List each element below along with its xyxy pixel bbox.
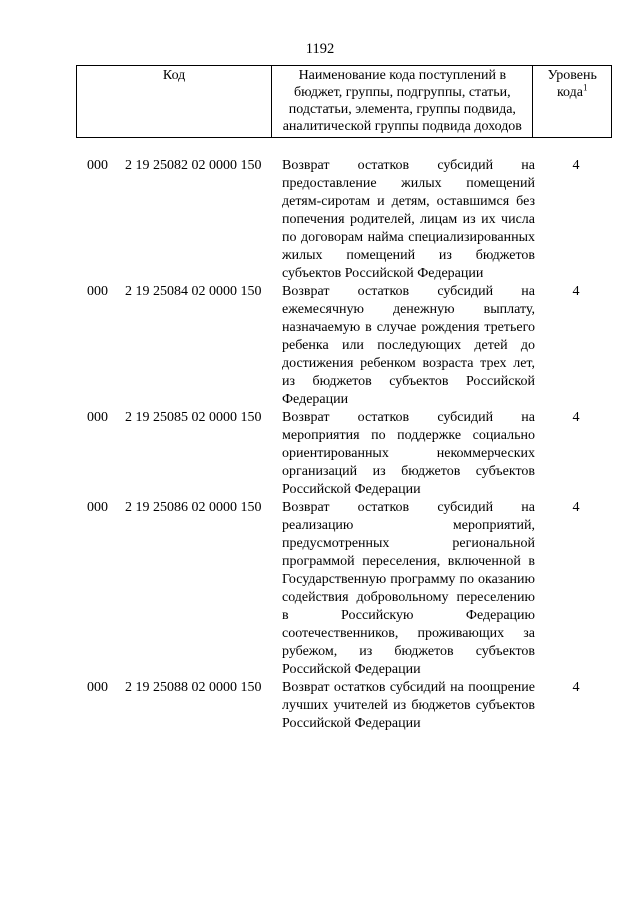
row-description: Возврат остатков субсидий на мероприятия по поддержке социально ориентированных некоммерческих организаций из бюджетов субъектов Российской Федерации	[282, 410, 535, 497]
table-body	[0, 157, 640, 733]
table-header-row	[77, 66, 612, 138]
table-row	[0, 283, 640, 409]
row-code: 2 19 25085 02 0000 150	[125, 410, 262, 425]
row-code: 2 19 25088 02 0000 150	[125, 680, 262, 695]
row-code: 2 19 25086 02 0000 150	[125, 500, 262, 515]
row-description: Возврат остатков субсидий на ежемесячную денежную выплату, назначаемую в случае рождения третьего ребенка или последующих детей до достижения ребенком возраста трех лет, из бюджетов субъектов Российской Федерации	[282, 284, 535, 407]
footnote-marker: 1	[582, 82, 588, 93]
table-row	[0, 679, 640, 733]
row-group-code: 000	[87, 284, 108, 299]
row-level: 4	[572, 500, 580, 515]
row-level: 4	[572, 284, 580, 299]
header-level	[533, 66, 612, 138]
row-level: 4	[572, 680, 580, 695]
row-description: Возврат остатков субсидий на поощрение лучших учителей из бюджетов субъектов Российской Федерации	[282, 680, 535, 731]
page-number: 1192	[305, 41, 335, 57]
header-level-label: Уровень кода	[547, 68, 597, 100]
header-code: Код	[77, 66, 272, 138]
row-description: Возврат остатков субсидий на предоставление жилых помещений детям-сиротам и детям, оставшимся без попечения родителей, лицам из их числа по договорам найма специализированных жилых помещений из бюджетов субъектов Российской Федерации	[282, 158, 535, 281]
row-group-code: 000	[87, 680, 108, 695]
row-group-code: 000	[87, 158, 108, 173]
table-row	[0, 409, 640, 499]
table-row	[0, 499, 640, 679]
table-row	[0, 157, 640, 283]
row-code: 2 19 25084 02 0000 150	[125, 284, 262, 299]
row-level: 4	[572, 410, 580, 425]
table-header	[76, 65, 612, 138]
row-code: 2 19 25082 02 0000 150	[125, 158, 262, 173]
header-name: Наименование кода поступлений в бюджет, группы, подгруппы, статьи, подстатьи, элемента, группы подвида, аналитической группы подвида доходов	[272, 66, 533, 138]
row-level: 4	[572, 158, 580, 173]
row-group-code: 000	[87, 500, 108, 515]
row-description: Возврат остатков субсидий на реализацию мероприятий, предусмотренных региональной программой переселения, включенной в Государственную программу по оказанию содействия добровольному переселению в Российскую Федерацию соотечественников, проживающих за рубежом, из бюджетов субъектов Российской Федерации	[282, 500, 535, 677]
row-group-code: 000	[87, 410, 108, 425]
